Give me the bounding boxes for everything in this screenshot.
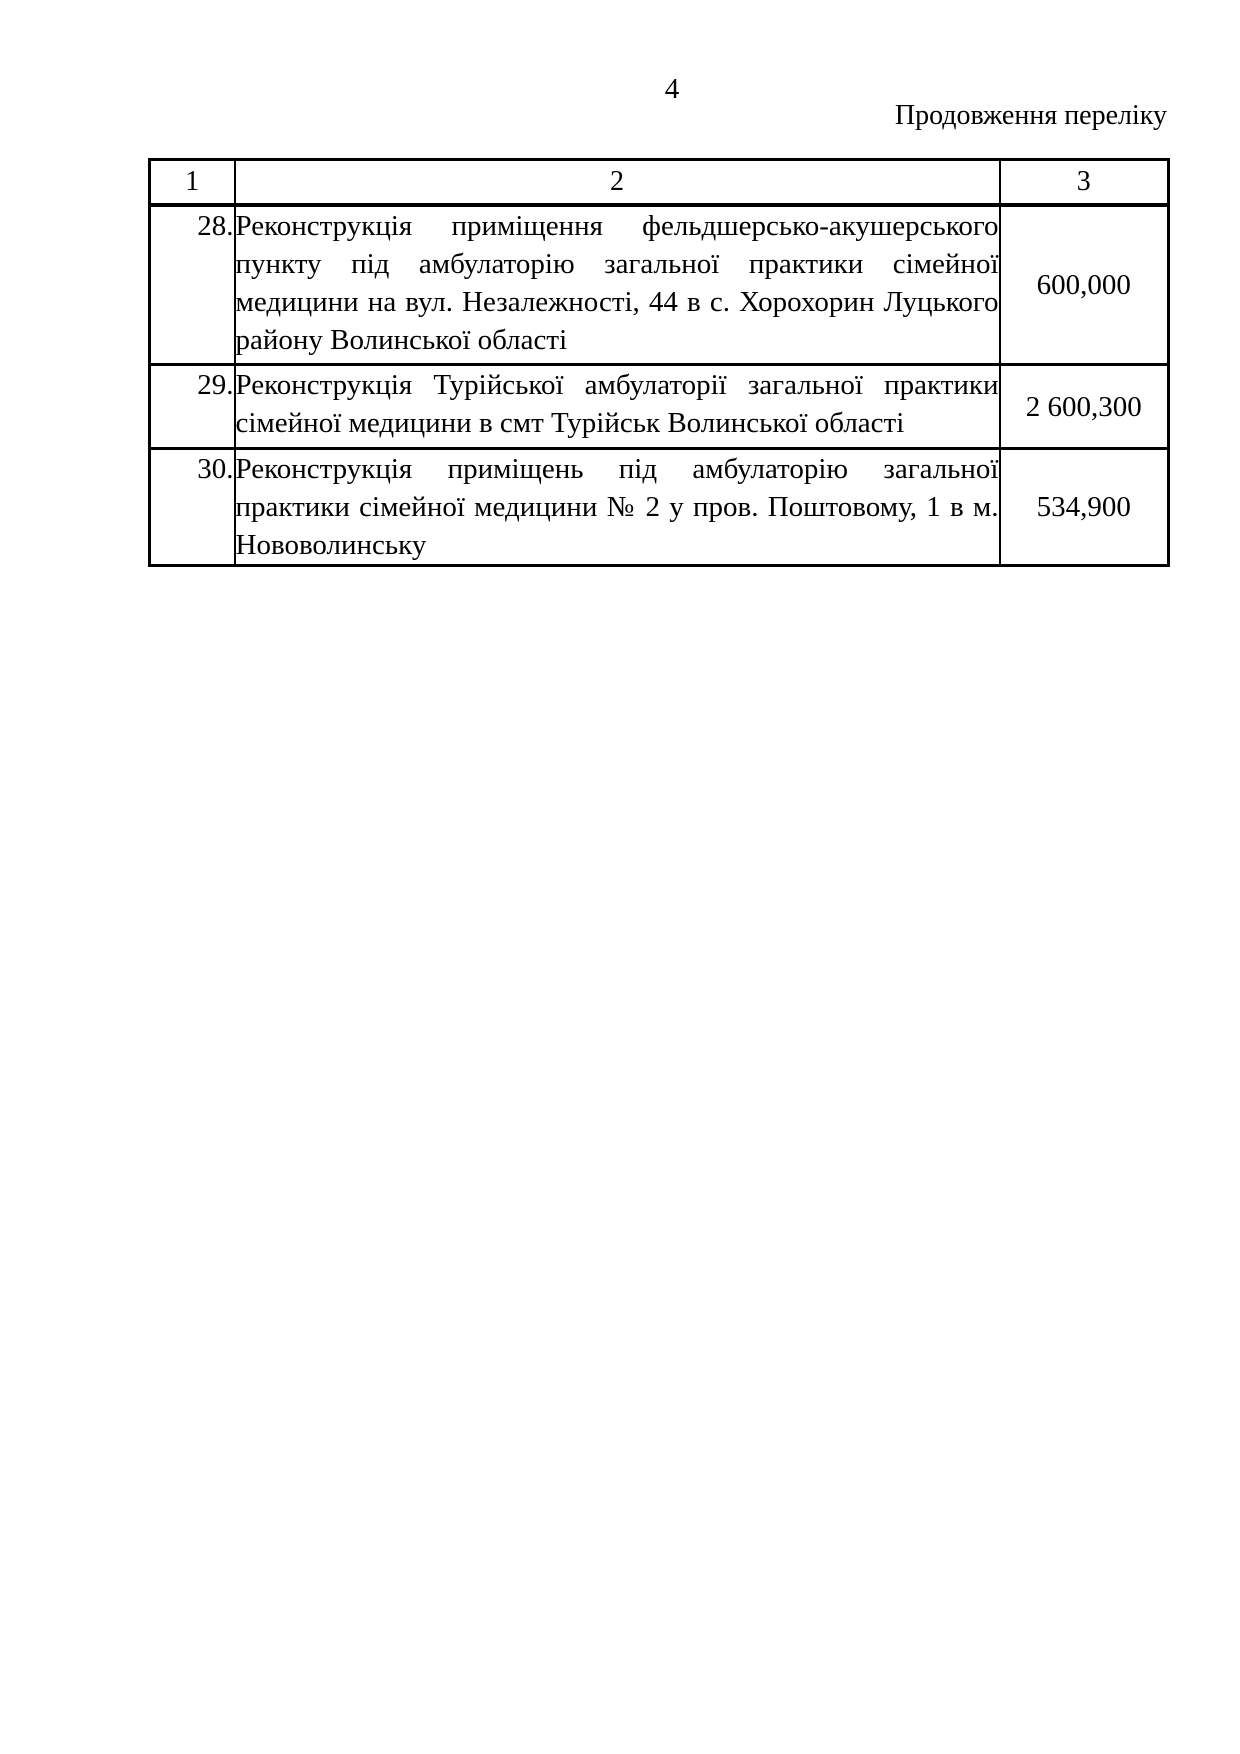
header-col-1: 1 xyxy=(150,160,235,206)
project-description: Реконструкція Турійської амбулаторії загальної практики сімейної медицини в смт Турійськ Волинської області xyxy=(235,369,999,439)
project-amount: 600,000 xyxy=(1000,205,1169,365)
project-description: Реконструкція приміщень під амбулаторію загальної практики сімейної медицини № 2 у пров. Поштовому, 1 в м. Нововолинську xyxy=(235,453,999,561)
table-row xyxy=(150,449,1169,566)
row-number: 29. xyxy=(150,365,235,449)
row-number: 28. xyxy=(150,205,235,365)
continuation-note: Продовження переліку xyxy=(894,100,1167,131)
page-number: 4 xyxy=(664,73,680,105)
row-number: 30. xyxy=(150,449,235,566)
project-amount: 2 600,300 xyxy=(1000,365,1169,449)
table-header-row xyxy=(150,160,1169,206)
table-row xyxy=(150,365,1169,449)
project-description-cell xyxy=(235,365,1000,449)
header-col-3: 3 xyxy=(1000,160,1169,206)
project-description: Реконструкція приміщення фельдшерсько-акушерського пункту під амбулаторію загальної практики сімейної медицини на вул. Незалежності, 44 в с. Хорохорин Луцького району Волинської області xyxy=(235,210,999,356)
table-row xyxy=(150,205,1169,365)
project-description-cell xyxy=(235,205,1000,365)
project-amount: 534,900 xyxy=(1000,449,1169,566)
header-col-2: 2 xyxy=(235,160,1000,206)
projects-table xyxy=(148,158,1170,567)
project-description-cell xyxy=(235,449,1000,566)
